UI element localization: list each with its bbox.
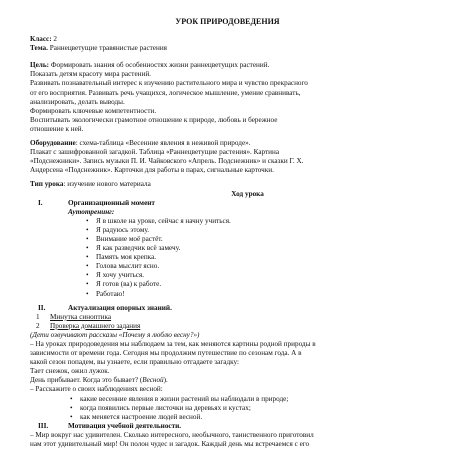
section-3-heading xyxy=(30,422,425,431)
page-title: УРОК ПРИРОДОВЕДЕНИЯ xyxy=(175,17,280,26)
list-item: • Внимание моё растёт. xyxy=(96,235,425,244)
sublist-item: 2 Проверка домашнего задания xyxy=(36,321,141,330)
lesson-flow-heading: Ход урока xyxy=(231,189,264,198)
section-2-para-2: зависимости от времени года. Сегодня мы продолжим путешествие по сезонам года. А в xyxy=(30,349,302,358)
list-item: • Голова мыслит ясно. xyxy=(96,262,425,271)
list-item: • как меняется настроение людей весной. xyxy=(80,413,425,422)
sublist-item: 1 Минутка синоптика xyxy=(36,312,112,321)
section-2-heading xyxy=(30,304,425,313)
goal-label: Цель: xyxy=(30,61,50,70)
riddle-answer: Весной xyxy=(142,376,164,385)
goal-line-5: анализировать, делать выводы. xyxy=(30,97,125,106)
goal-line-6: Формировать ключевые компетентности. xyxy=(30,106,157,115)
equipment-line-2: Плакат с зашифрованной загадкой. Таблица «Раннецветущие растения». Картина xyxy=(30,148,280,157)
equipment-line-3: «Подснежники». Запись музыки П. И. Чайковского «Апрель. Подснежник» и сказки Г. Х. xyxy=(30,157,304,166)
section-3-line-1: – Мир вокруг нас удивителен. Сколько интересного, необычного, таинственного приготовил xyxy=(30,430,314,439)
lesson-type-label: Тип урока xyxy=(30,180,64,189)
goal-line-2: Показать детям красоту мира растений. xyxy=(30,70,151,79)
section-2-title: Актуализация опорных знаний. xyxy=(68,303,172,312)
equipment-label: Оборудование xyxy=(30,139,76,148)
section-3-number: III. xyxy=(38,421,49,430)
autotraining-list xyxy=(30,217,425,299)
section-2-ask: – Расскажите о своих наблюдениях весной: xyxy=(30,385,163,394)
section-2-para-1: – На уроках природоведения мы наблюдаем за тем, как меняются картины родной природы в xyxy=(30,340,316,348)
list-item: • Работаю! xyxy=(96,290,425,299)
section-1-subtitle: Аутотренинг: xyxy=(68,207,115,216)
lesson-type-line: Тип урока: изучение нового материала xyxy=(30,180,151,189)
riddle-line-2: День прибывает. Когда это бывает? (Весной). xyxy=(30,376,168,385)
list-item: • Я в школе на уроке, сейчас я начну учиться. xyxy=(96,217,425,226)
class-value: 2 xyxy=(51,35,58,44)
section-3-line-2: нам этот удивительный мир! Он полон чудес и загадок. Каждый день мы встречаемся с его xyxy=(30,440,310,449)
list-item: • Я как разведчик всё замечу. xyxy=(96,244,425,253)
topic-label: Тема. xyxy=(30,44,48,53)
list-item: • Я готов (ва) к работе. xyxy=(96,280,425,289)
list-item: • Я радуюсь этому. xyxy=(96,226,425,235)
equipment-line-4: Андерсена «Подснежник». Карточки для работы в парах, сигнальные карточки. xyxy=(30,166,274,175)
riddle-line-1: Тает снежок, ожил лужок. xyxy=(30,367,110,376)
observations-list xyxy=(30,395,425,422)
list-item: • Память моя крепка. xyxy=(96,253,425,262)
list-item: • когда появились первые листочки на деревьях и кустах; xyxy=(80,404,425,413)
section-2-para-3: какой сезон попадем, вы узнаете, если правильно отгадаете загадку: xyxy=(30,358,240,367)
goal-line-7: Воспитывать экологически грамотное отношение к природе, любовь и бережное xyxy=(30,115,278,124)
goal-line-1: Цель: Формировать знания об особенностях жизни раннецветущих растений. xyxy=(30,61,270,70)
goal-line-3: Развивать познавательный интерес к изучению растительного мира и чувство прекрасного xyxy=(30,79,308,88)
section-1-title: Организационный момент xyxy=(68,198,155,207)
list-item: • какие весенние явления в жизни растений вы наблюдали в природе; xyxy=(80,395,425,404)
section-3-title: Мотивация учебной деятельности. xyxy=(68,421,182,430)
topic-line xyxy=(30,44,425,53)
topic-value: Раннецветущие травянистые растения xyxy=(47,44,167,53)
section-1-number: I. xyxy=(38,198,43,207)
equipment-line-1: Оборудование: схема-таблица «Весенние явления в неживой природе». xyxy=(30,139,251,148)
list-item: • Я хочу учиться. xyxy=(96,271,425,280)
class-line xyxy=(30,35,425,44)
goal-line-4: от его восприятия. Развивать речь учащихся, логическое мышление, умение сравнивать, xyxy=(30,88,301,97)
section-2-sublist xyxy=(30,313,425,331)
goal-line-8: отношение к ней. xyxy=(30,124,84,133)
section-2-question: (Дети озвучивают рассказы «Почему я люблю весну?») xyxy=(30,330,200,339)
section-1-heading xyxy=(30,199,425,208)
section-2-number: II. xyxy=(38,303,46,312)
class-label: Класс: xyxy=(30,35,52,44)
